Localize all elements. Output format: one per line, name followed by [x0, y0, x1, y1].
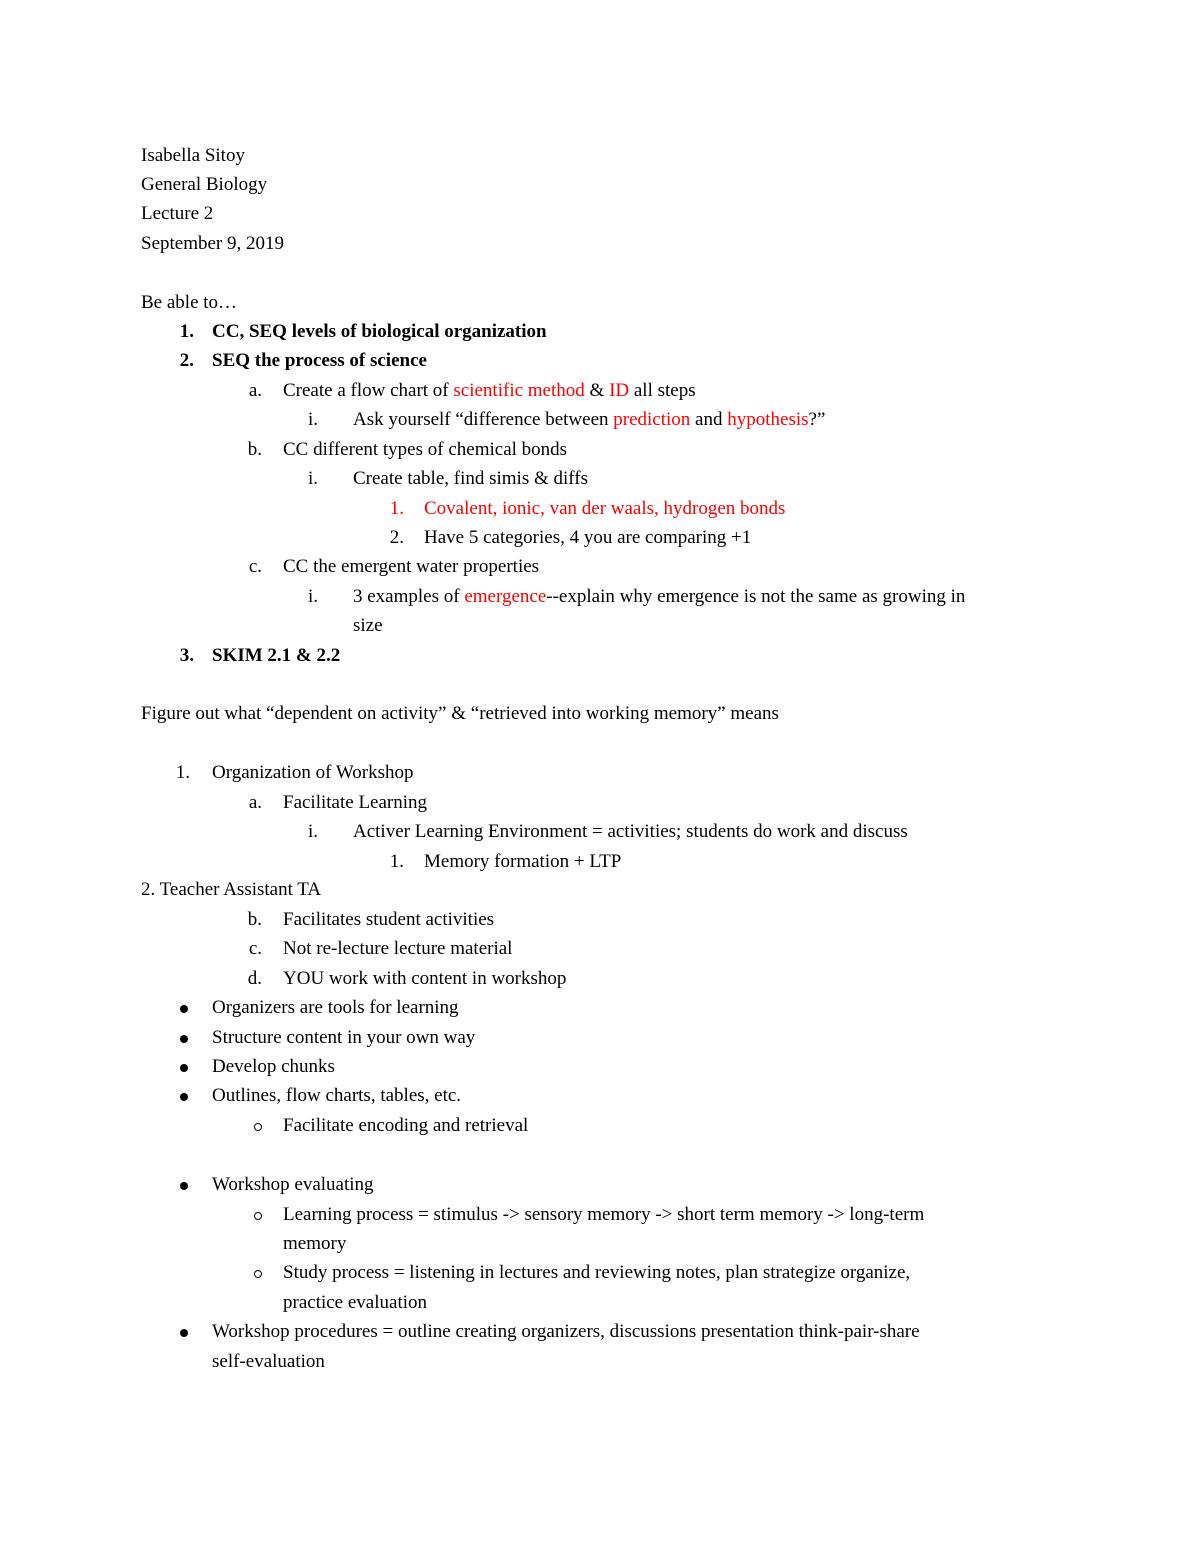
workshop-subitem: Facilitates student activities: [283, 909, 495, 930]
highlight-text: prediction: [613, 409, 691, 430]
highlight-text: ID: [609, 380, 630, 401]
list-marker: i.: [307, 821, 318, 842]
figure-out-text: Figure out what “dependent on activity” & “retrieved into working memory” means: [141, 703, 779, 724]
highlight-text: scientific method: [453, 380, 585, 401]
highlight-text: hypothesis: [727, 409, 809, 430]
list-marker: i.: [307, 409, 318, 430]
goal-subitem: CC the emergent water properties: [283, 556, 540, 577]
goal-subitem-continuation: size: [353, 615, 383, 636]
bullet-icon: [174, 993, 188, 1023]
list-marker: 1.: [179, 321, 194, 342]
hollow-bullet-icon: [246, 1111, 262, 1141]
list-marker: a.: [248, 380, 262, 401]
text-run: all steps: [629, 380, 696, 401]
list-marker: c.: [248, 556, 262, 577]
text-run: Ask yourself “difference between: [353, 409, 614, 430]
goal-subitem: Create table, find simis & diffs: [353, 468, 588, 489]
workshop-subitem: Activer Learning Environment = activities; students do work and discuss: [353, 821, 908, 842]
lecture-number: Lecture 2: [141, 203, 214, 224]
workshop-subitem: Not re-lecture lecture material: [283, 938, 513, 959]
workshop-item: Organization of Workshop: [212, 762, 414, 783]
bullet-icon: [174, 1052, 188, 1082]
bullet-item: Workshop procedures = outline creating organizers, discussions presentation think-pair-share: [212, 1321, 920, 1342]
highlight-text: emergence: [464, 586, 547, 607]
workshop-subitem: Facilitate Learning: [283, 792, 428, 813]
list-marker: a.: [248, 792, 262, 813]
list-marker: i.: [307, 586, 318, 607]
bullet-subitem-continuation: practice evaluation: [283, 1292, 428, 1313]
list-marker: 2.: [389, 527, 404, 548]
bullet-icon: [174, 1081, 188, 1111]
text-run: Create a flow chart of: [283, 380, 454, 401]
text-run: and: [690, 409, 728, 430]
list-marker: 1.: [389, 851, 404, 872]
bullet-item: Develop chunks: [212, 1056, 335, 1077]
bullet-icon: [174, 1023, 188, 1053]
list-marker: 2.: [179, 350, 194, 371]
bullet-subitem-continuation: memory: [283, 1233, 347, 1254]
intro-text: Be able to…: [141, 292, 238, 313]
bullet-item: Workshop evaluating: [212, 1174, 374, 1195]
hollow-bullet-icon: [246, 1200, 262, 1230]
list-marker: 3.: [179, 645, 194, 666]
lecture-date: September 9, 2019: [141, 233, 285, 254]
goal-subitem: [353, 405, 825, 435]
workshop-item: 2. Teacher Assistant TA: [141, 879, 322, 900]
list-marker: b.: [247, 909, 262, 930]
bullet-item: Outlines, flow charts, tables, etc.: [212, 1085, 462, 1106]
goal-subitem: CC different types of chemical bonds: [283, 439, 568, 460]
workshop-subitem: Memory formation + LTP: [424, 851, 622, 872]
bullet-item: Organizers are tools for learning: [212, 997, 459, 1018]
list-marker: 1.: [389, 498, 404, 519]
goal-subitem: Covalent, ionic, van der waals, hydrogen bonds: [424, 498, 786, 519]
author-name: Isabella Sitoy: [141, 145, 245, 166]
list-marker: d.: [247, 968, 262, 989]
bullet-item: Structure content in your own way: [212, 1027, 476, 1048]
goal-item: SKIM 2.1 & 2.2: [212, 645, 341, 666]
bullet-subitem: Learning process = stimulus -> sensory memory -> short term memory -> long-term: [283, 1204, 925, 1225]
goal-subitem: [283, 376, 696, 406]
text-run: ?”: [808, 409, 826, 430]
bullet-icon: [174, 1317, 188, 1347]
list-marker: 1.: [175, 762, 190, 783]
bullet-subitem: Study process = listening in lectures and reviewing notes, plan strategize organize,: [283, 1262, 911, 1283]
bullet-item-continuation: self-evaluation: [212, 1351, 325, 1372]
list-marker: i.: [307, 468, 318, 489]
hollow-bullet-icon: [246, 1258, 262, 1288]
bullet-icon: [174, 1170, 188, 1200]
workshop-subitem: YOU work with content in workshop: [283, 968, 567, 989]
goal-item: SEQ the process of science: [212, 350, 427, 371]
goal-item: CC, SEQ levels of biological organization: [212, 321, 547, 342]
list-marker: b.: [247, 439, 262, 460]
bullet-subitem: Facilitate encoding and retrieval: [283, 1115, 529, 1136]
text-run: 3 examples of: [353, 586, 465, 607]
text-run: &: [584, 380, 610, 401]
list-marker: c.: [248, 938, 262, 959]
course-name: General Biology: [141, 174, 268, 195]
goal-subitem: Have 5 categories, 4 you are comparing +1: [424, 527, 752, 548]
goal-subitem: [353, 582, 965, 612]
text-run: --explain why emergence is not the same as growing in: [546, 586, 966, 607]
